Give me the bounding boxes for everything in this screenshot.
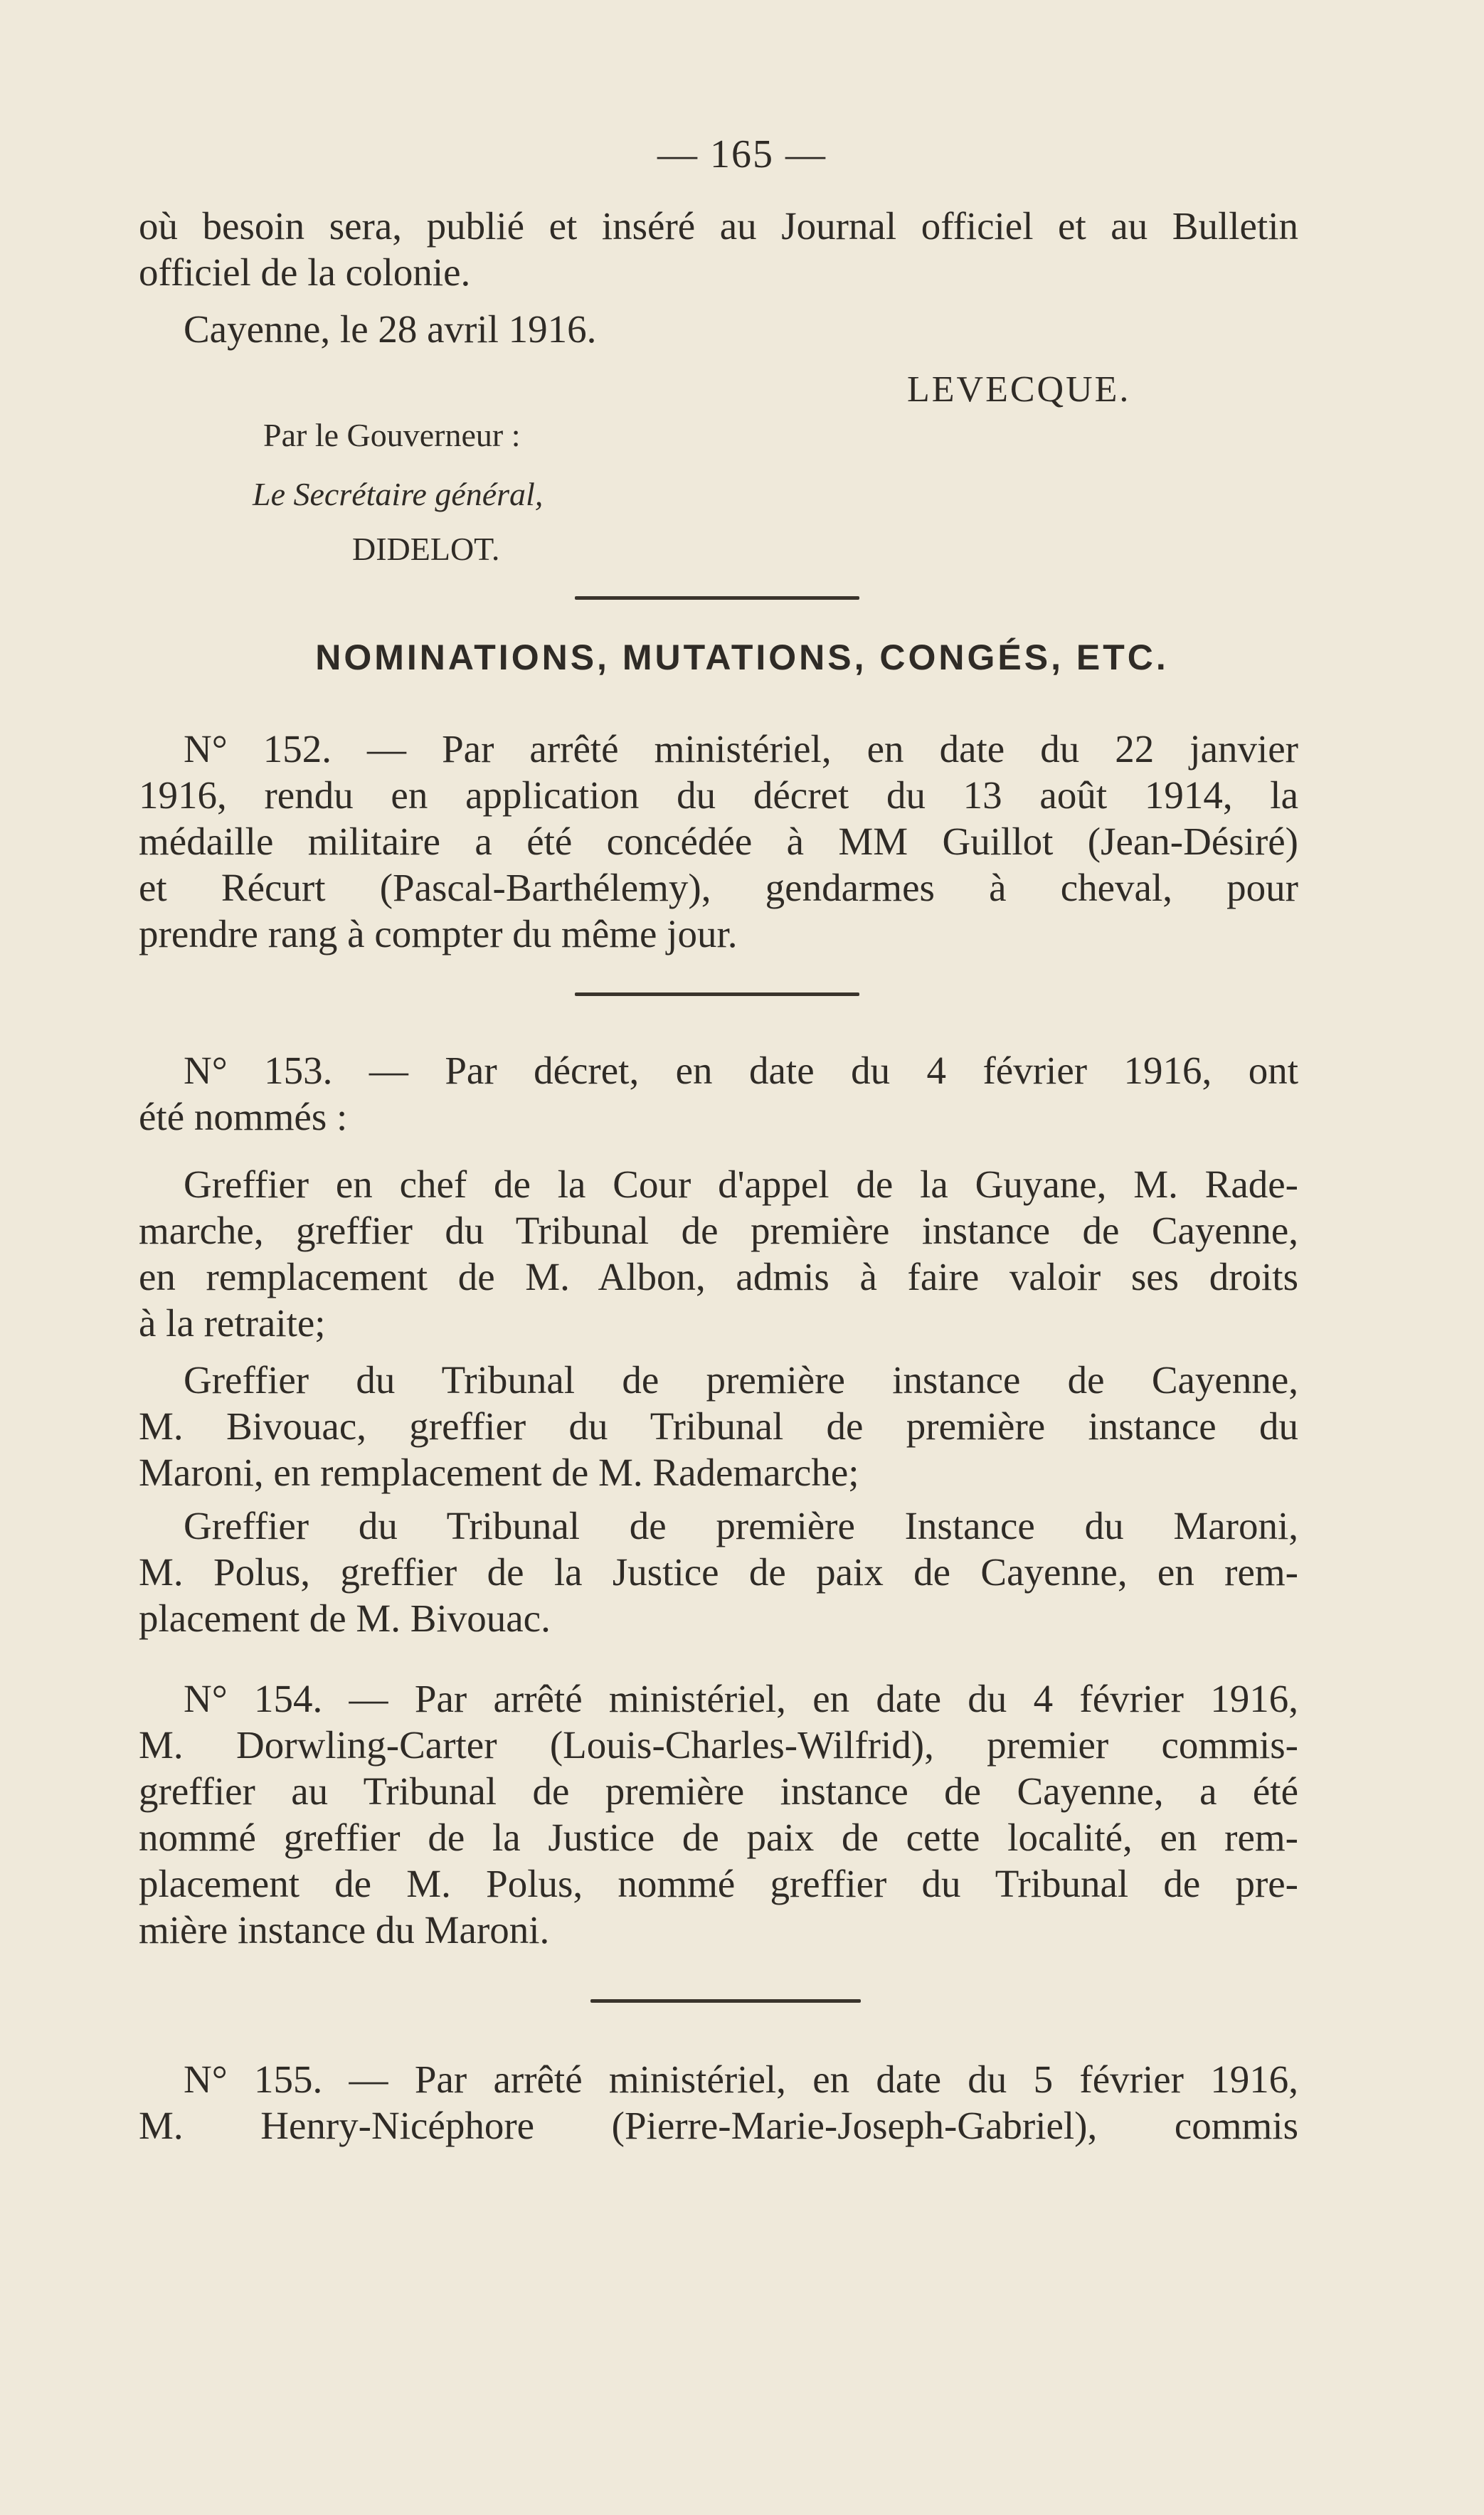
entry-154-line: placement de M. Polus, nommé greffier du Tribunal de pre- bbox=[139, 1862, 1298, 1905]
entry-154-line: M. Dorwling-Carter (Louis-Charles-Wilfrid), premier commis- bbox=[139, 1723, 1298, 1767]
entry-154-line: N° 154. — Par arrêté ministériel, en date du 4 février 1916, bbox=[184, 1677, 1298, 1720]
entry-155-line: N° 155. — Par arrêté ministériel, en date du 5 février 1916, bbox=[184, 2058, 1298, 2101]
secretary-title: Le Secrétaire général, bbox=[253, 476, 544, 512]
entry-153-line: placement de M. Bivouac. bbox=[139, 1597, 551, 1640]
entry-153-line: Greffier du Tribunal de première Instance du Maroni, bbox=[184, 1504, 1298, 1547]
entry-153-line: à la retraite; bbox=[139, 1301, 326, 1345]
entry-152-line: 1916, rendu en application du décret du 13 août 1914, la bbox=[139, 773, 1298, 817]
entry-152-line: et Récurt (Pascal-Barthélemy), gendarmes à cheval, pour bbox=[139, 866, 1298, 909]
entry-153-line: Greffier du Tribunal de première instance de Cayenne, bbox=[184, 1358, 1298, 1402]
entry-154-line: greffier au Tribunal de première instance de Cayenne, a été bbox=[139, 1769, 1298, 1813]
governor-signature: LEVECQUE. bbox=[907, 369, 1131, 410]
entry-153-line: N° 153. — Par décret, en date du 4 février 1916, ont bbox=[184, 1049, 1298, 1092]
entry-153-line: marche, greffier du Tribunal de première instance de Cayenne, bbox=[139, 1209, 1298, 1252]
entry-153-line: M. Bivouac, greffier du Tribunal de première instance du bbox=[139, 1404, 1298, 1448]
entry-154-line: nommé greffier de la Justice de paix de cette localité, en rem- bbox=[139, 1816, 1298, 1859]
section-heading: NOMINATIONS, MUTATIONS, CONGÉS, ETC. bbox=[315, 637, 1169, 677]
entry-153-line: M. Polus, greffier de la Justice de paix de Cayenne, en rem- bbox=[139, 1550, 1298, 1594]
entry-152-line: prendre rang à compter du même jour. bbox=[139, 912, 738, 955]
entry-153-line: Greffier en chef de la Cour d'appel de la Guyane, M. Rade- bbox=[184, 1163, 1298, 1206]
divider-rule bbox=[575, 596, 859, 600]
page-number: — 165 — bbox=[657, 132, 827, 176]
divider-rule bbox=[590, 1999, 861, 2003]
entry-153-line: Maroni, en remplacement de M. Rademarche; bbox=[139, 1451, 859, 1494]
entry-155-line: M. Henry-Nicéphore (Pierre-Marie-Joseph-Gabriel), commis bbox=[139, 2104, 1298, 2147]
secretary-name: DIDELOT. bbox=[352, 531, 500, 567]
entry-153-line: été nommés : bbox=[139, 1095, 348, 1138]
by-governor-label: Par le Gouverneur : bbox=[263, 417, 521, 453]
entry-153-line: en remplacement de M. Albon, admis à faire valoir ses droits bbox=[139, 1255, 1298, 1298]
entry-152-line: N° 152. — Par arrêté ministériel, en date du 22 janvier bbox=[184, 727, 1298, 771]
intro-line-2: officiel de la colonie. bbox=[139, 250, 471, 294]
divider-rule bbox=[575, 992, 859, 996]
entry-154-line: mière instance du Maroni. bbox=[139, 1908, 550, 1952]
entry-152-line: médaille militaire a été concédée à MM Guillot (Jean-Désiré) bbox=[139, 820, 1298, 863]
intro-line-1: où besoin sera, publié et inséré au Journal officiel et au Bulletin bbox=[139, 204, 1298, 248]
date-line: Cayenne, le 28 avril 1916. bbox=[184, 307, 597, 351]
